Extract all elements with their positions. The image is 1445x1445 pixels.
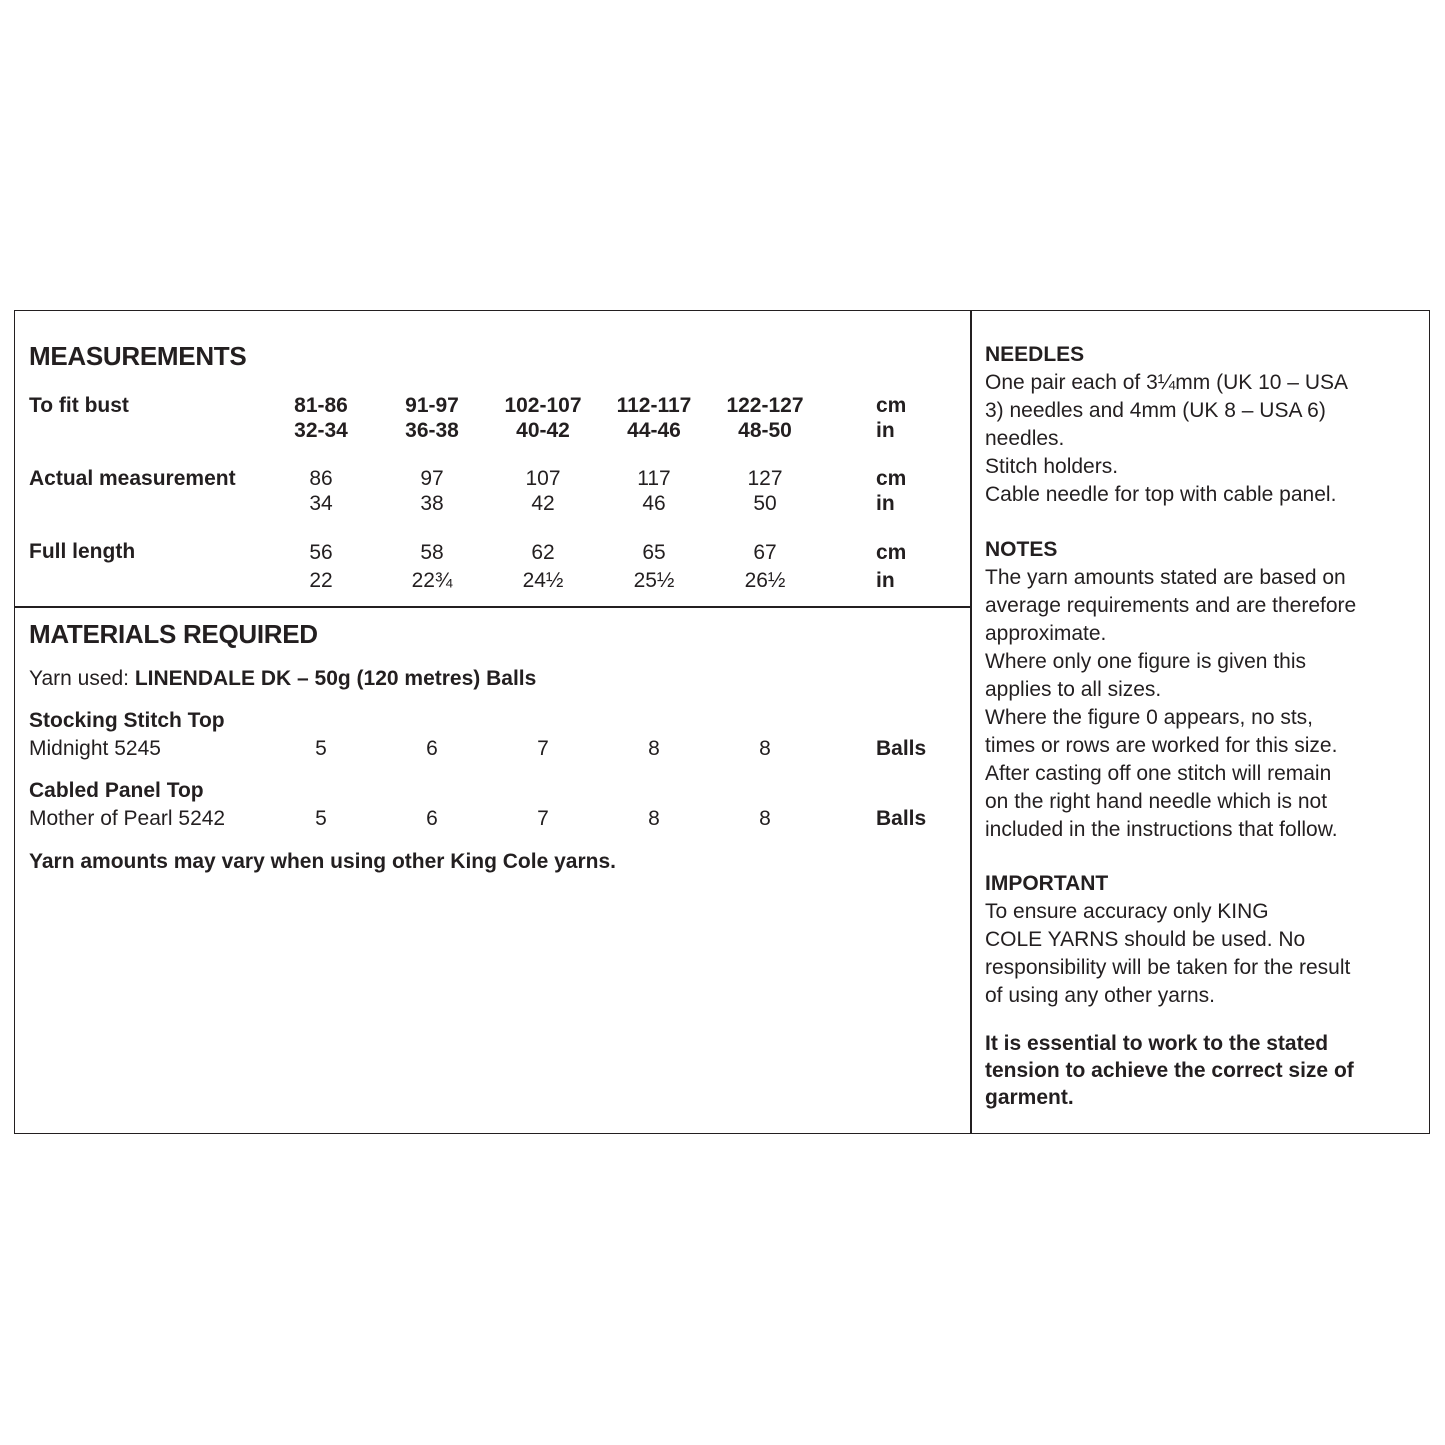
value-cm: 107 (525, 467, 561, 490)
text-line: Where only one figure is given this (985, 650, 1306, 673)
unit-in: in (876, 492, 895, 515)
value-cm: 58 (420, 541, 444, 564)
column-divider (970, 310, 972, 1134)
value-cm: 56 (309, 541, 333, 564)
size-value (271, 466, 371, 516)
value-in: 26½ (744, 569, 786, 592)
value-cm: 102-107 (504, 394, 582, 417)
size-value (715, 539, 815, 595)
ball-count: 5 (315, 807, 327, 830)
text-line: garment. (985, 1086, 1074, 1109)
section-divider (14, 606, 971, 608)
ball-count: 7 (537, 737, 549, 760)
unit-label (876, 466, 936, 516)
text-line: Cable needle for top with cable panel. (985, 483, 1337, 506)
value-cm: 91-97 (405, 394, 459, 417)
size-value (715, 393, 815, 443)
ball-count: 6 (426, 807, 438, 830)
value-cm: 67 (753, 541, 777, 564)
unit-cm: cm (876, 394, 907, 417)
measurements-title: MEASUREMENTS (29, 341, 247, 371)
value-cm: 62 (531, 541, 555, 564)
value-cm: 127 (747, 467, 783, 490)
measurement-row-label: Actual measurement (29, 467, 236, 490)
needles-text (985, 369, 1425, 509)
unit-cm: cm (876, 541, 907, 564)
value-cm: 81-86 (294, 394, 348, 417)
ball-count: 8 (648, 807, 660, 830)
unit-balls: Balls (876, 807, 927, 830)
size-value (604, 539, 704, 595)
value-cm: 65 (642, 541, 666, 564)
value-in: 22¾ (411, 569, 453, 592)
ball-count: 5 (315, 737, 327, 760)
value-in: 38 (420, 492, 444, 515)
text-line: Stitch holders. (985, 455, 1119, 478)
value-in: 40-42 (516, 419, 570, 442)
value-in: 34 (309, 492, 333, 515)
ball-count: 6 (426, 737, 438, 760)
size-value (271, 393, 371, 443)
ball-count: 8 (759, 807, 771, 830)
materials-title: MATERIALS REQUIRED (29, 619, 318, 649)
size-value (604, 466, 704, 516)
value-cm: 117 (637, 467, 671, 490)
measurement-row-label: To fit bust (29, 394, 129, 417)
unit-label (876, 539, 936, 595)
text-line: included in the instructions that follow. (985, 818, 1338, 841)
unit-cm: cm (876, 467, 907, 490)
size-value (493, 539, 593, 595)
size-value (382, 539, 482, 595)
text-line: average requirements and are therefore (985, 594, 1357, 617)
text-line: The yarn amounts stated are based on (985, 566, 1346, 589)
tension-warning (985, 1030, 1425, 1111)
unit-balls: Balls (876, 737, 927, 760)
text-line: COLE YARNS should be used. No (985, 928, 1306, 951)
needles-title: NEEDLES (985, 343, 1085, 366)
text-line: After casting off one stitch will remain (985, 762, 1332, 785)
value-in: 32-34 (294, 419, 348, 442)
yarn-colour: Mother of Pearl 5242 (29, 807, 226, 830)
size-value (271, 539, 371, 595)
yarn-colour: Midnight 5245 (29, 737, 161, 760)
important-text (985, 898, 1425, 1010)
yarn-note: Yarn amounts may vary when using other King Cole yarns. (29, 850, 616, 873)
text-line: approximate. (985, 622, 1107, 645)
value-cm: 97 (420, 467, 444, 490)
ball-count: 8 (759, 737, 771, 760)
notes-text (985, 564, 1425, 844)
notes-title: NOTES (985, 538, 1058, 561)
yarn-name: LINENDALE DK – 50g (120 metres) Balls (134, 667, 537, 690)
value-in: 24½ (522, 569, 564, 592)
text-line: applies to all sizes. (985, 678, 1162, 701)
text-line: needles. (985, 427, 1065, 450)
yarn-used-label: Yarn used: (29, 667, 135, 690)
size-value (715, 466, 815, 516)
yarn-item-name: Stocking Stitch Top (29, 709, 225, 732)
important-section (985, 870, 1425, 1111)
value-in: 36-38 (405, 419, 459, 442)
measurement-row-label: Full length (29, 540, 136, 563)
size-value (382, 393, 482, 443)
text-line: To ensure accuracy only KING (985, 900, 1269, 923)
important-title: IMPORTANT (985, 872, 1109, 895)
text-line: on the right hand needle which is not (985, 790, 1328, 813)
size-value (493, 466, 593, 516)
text-line: times or rows are worked for this size. (985, 734, 1338, 757)
text-line: One pair each of 3¼mm (UK 10 – USA (985, 371, 1348, 394)
size-value (382, 466, 482, 516)
value-in: 25½ (633, 569, 675, 592)
size-value (604, 393, 704, 443)
value-in: 22 (309, 569, 333, 592)
yarn-used-line (29, 666, 536, 691)
value-in: 46 (642, 492, 666, 515)
size-value (493, 393, 593, 443)
value-in: 48-50 (738, 419, 792, 442)
needles-section (985, 341, 1425, 509)
unit-in: in (876, 569, 895, 592)
ball-count: 8 (648, 737, 660, 760)
value-cm: 112-117 (616, 394, 692, 417)
value-in: 50 (753, 492, 777, 515)
notes-section (985, 536, 1425, 844)
text-line: It is essential to work to the stated (985, 1032, 1329, 1055)
text-line: Where the figure 0 appears, no sts, (985, 706, 1314, 729)
value-cm: 122-127 (726, 394, 804, 417)
yarn-item-name: Cabled Panel Top (29, 779, 204, 802)
value-in: 44-46 (627, 419, 681, 442)
text-line: 3) needles and 4mm (UK 8 – USA 6) (985, 399, 1326, 422)
value-in: 42 (531, 492, 555, 515)
text-line: responsibility will be taken for the result (985, 956, 1351, 979)
unit-in: in (876, 419, 895, 442)
text-line: of using any other yarns. (985, 984, 1215, 1007)
value-cm: 86 (309, 467, 333, 490)
text-line: tension to achieve the correct size of (985, 1059, 1354, 1082)
ball-count: 7 (537, 807, 549, 830)
unit-label (876, 393, 936, 443)
